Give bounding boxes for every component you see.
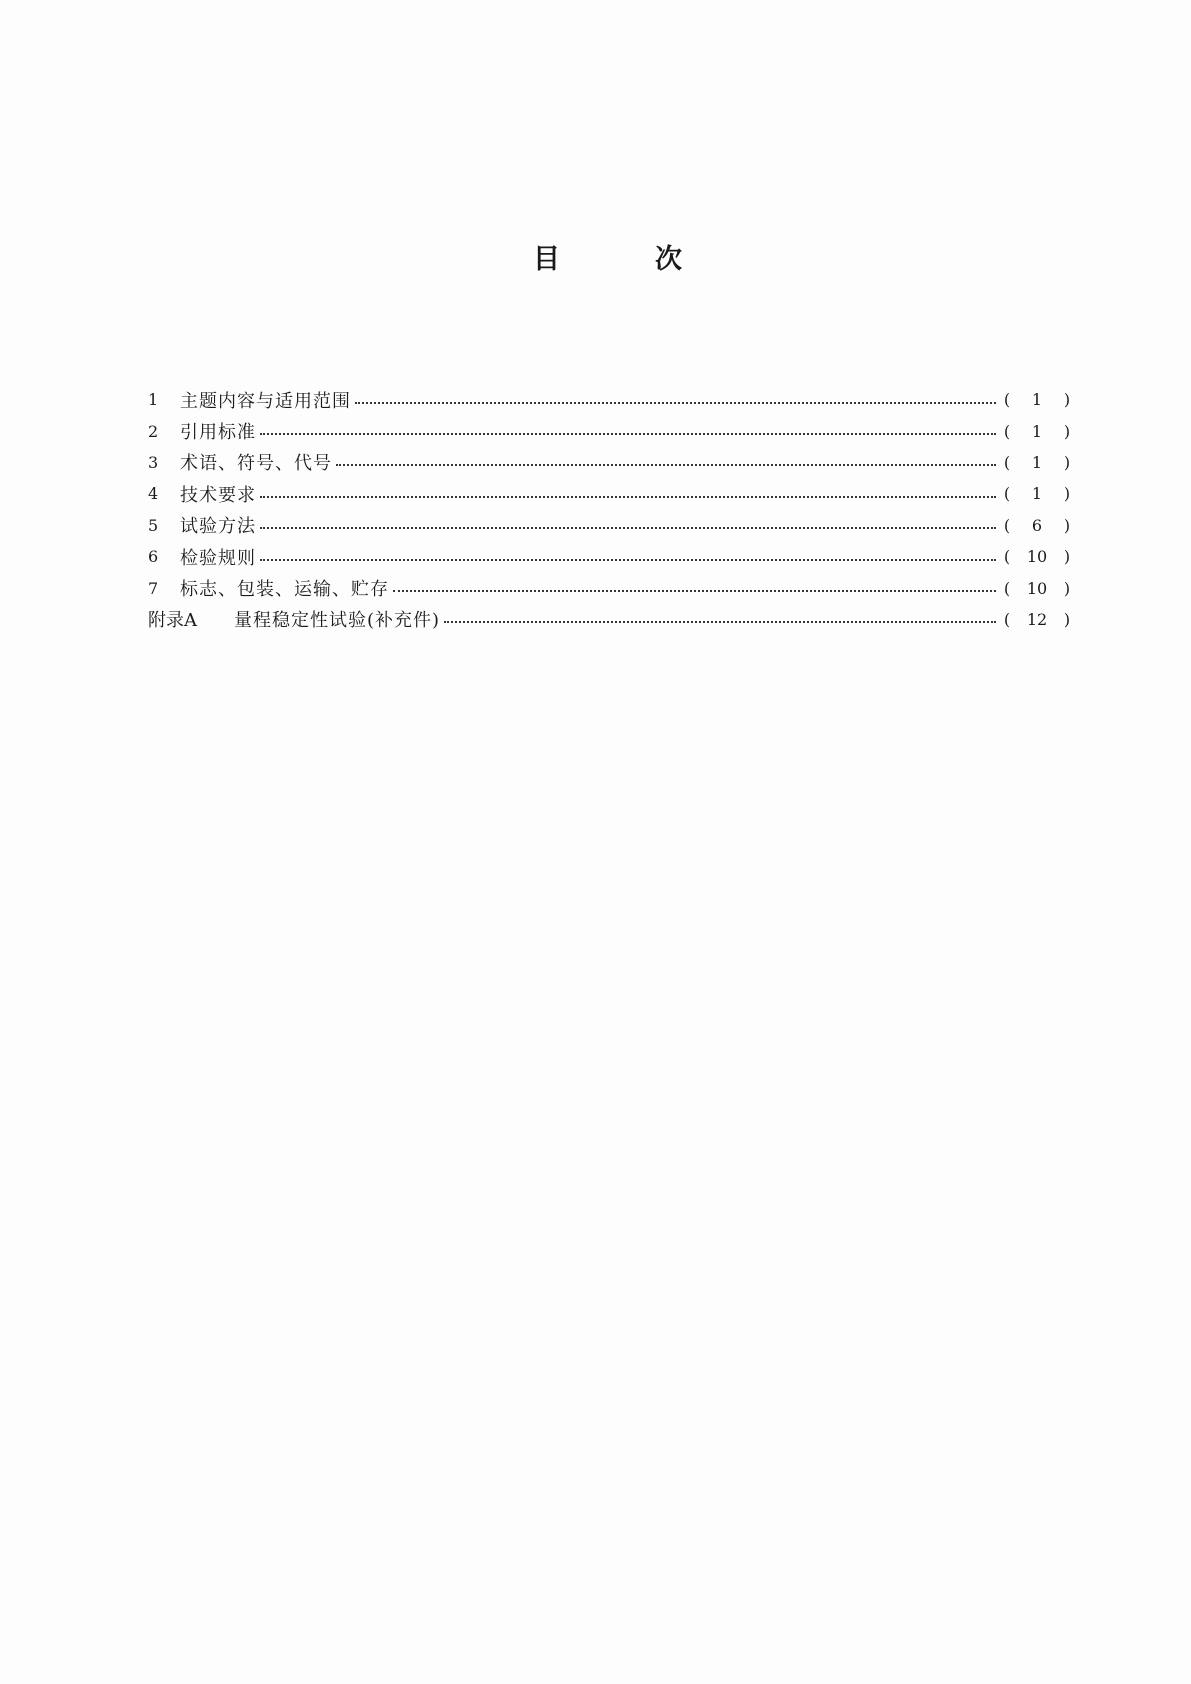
- toc-entry-number: 1: [148, 390, 159, 410]
- toc-entry-title: 标志、包装、运输、贮存: [180, 579, 389, 601]
- heading-char-2: 次: [655, 244, 682, 275]
- toc-entry-number: 2: [148, 421, 159, 441]
- toc-entry-number: 4: [148, 484, 159, 504]
- toc-entry-page: [1002, 516, 1072, 535]
- toc-entry-title: 术语、符号、代号: [180, 453, 332, 475]
- paren-open: (: [1003, 609, 1011, 629]
- paren-open: (: [1003, 421, 1011, 441]
- paren-open: (: [1003, 515, 1011, 535]
- page-number: 1: [1031, 452, 1043, 472]
- dot-leader: [336, 464, 996, 466]
- toc-entry[interactable]: [148, 447, 1072, 478]
- toc-entry-page: [1002, 484, 1072, 503]
- page-number: 1: [1031, 421, 1043, 441]
- toc-entry-page: [1002, 390, 1072, 409]
- heading-char-1: 目: [533, 244, 560, 275]
- toc-entry[interactable]: [148, 541, 1072, 572]
- toc-entry-page: [1002, 422, 1072, 441]
- paren-open: (: [1003, 484, 1011, 504]
- paren-close: ): [1063, 547, 1071, 567]
- toc-entry-page: [1002, 579, 1072, 598]
- paren-close: ): [1063, 609, 1071, 629]
- toc-entry-page: [1002, 547, 1072, 566]
- paren-close: ): [1063, 515, 1071, 535]
- paren-close: ): [1063, 578, 1071, 598]
- dot-leader: [444, 621, 996, 623]
- toc-entry[interactable]: [148, 478, 1072, 509]
- toc-entry-appendix[interactable]: [148, 604, 1072, 635]
- table-of-contents: [148, 384, 1072, 635]
- paren-open: (: [1003, 578, 1011, 598]
- page-number: 6: [1031, 515, 1043, 535]
- paren-open: (: [1003, 452, 1011, 472]
- dot-leader: [260, 527, 996, 529]
- toc-entry-page: [1002, 453, 1072, 472]
- paren-open: (: [1003, 547, 1011, 567]
- paren-open: (: [1003, 390, 1011, 410]
- toc-entry-title: 量程稳定性试验(补充件): [234, 610, 441, 632]
- paren-close: ): [1063, 452, 1071, 472]
- page-number: 1: [1031, 484, 1043, 504]
- paren-close: ): [1063, 421, 1071, 441]
- toc-entry-title: 试验方法: [180, 516, 256, 538]
- toc-entry[interactable]: [148, 415, 1072, 446]
- dot-leader: [393, 590, 996, 592]
- page-number: 10: [1026, 578, 1048, 598]
- dot-leader: [355, 402, 996, 404]
- page-number: 12: [1026, 609, 1048, 629]
- toc-entry-title: 引用标准: [180, 422, 256, 444]
- toc-entry-number: 5: [148, 515, 159, 535]
- page-number: 10: [1026, 547, 1048, 567]
- toc-entry-number: 7: [148, 578, 159, 598]
- paren-close: ): [1063, 484, 1071, 504]
- toc-entry-title: 主题内容与适用范围: [180, 390, 351, 412]
- toc-entry[interactable]: [148, 510, 1072, 541]
- toc-entry[interactable]: [148, 384, 1072, 415]
- dot-leader: [260, 496, 996, 498]
- toc-entry[interactable]: [148, 572, 1072, 603]
- page-number: 1: [1031, 390, 1043, 410]
- toc-entry-title: 技术要求: [180, 484, 256, 506]
- paren-close: ): [1063, 390, 1071, 410]
- toc-entry-number: 附录A: [148, 610, 197, 632]
- dot-leader: [260, 559, 996, 561]
- toc-entry-title: 检验规则: [180, 547, 256, 569]
- toc-entry-number: 3: [148, 452, 159, 472]
- toc-entry-number: 6: [148, 547, 159, 567]
- dot-leader: [260, 433, 996, 435]
- toc-entry-page: [1002, 610, 1072, 629]
- toc-heading: [0, 244, 1191, 284]
